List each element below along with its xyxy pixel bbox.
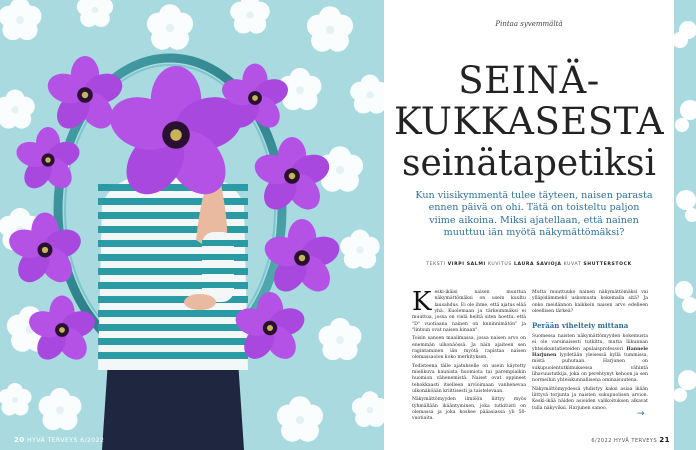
credit-text-name: VIRPI SALMI — [447, 262, 486, 267]
credit-photo-name: SHUTTERSTOCK — [583, 262, 632, 267]
body-paragraph — [412, 287, 526, 334]
headline-line-1: SEINÄ- — [458, 59, 600, 102]
right-page-folio — [591, 436, 670, 444]
body-paragraph: Näkymättömyydessä yhdistyy kaksi asiaa ikään liittyvä torjunta ja naisten sukupuolisen arvion. Keski-ikää näiden asioiden valikoituksen alkavat tulla näkyviksi. Harjunen sanoo. — [532, 386, 648, 411]
body-paragraph — [532, 334, 648, 385]
edge-flower-pattern — [674, 0, 696, 450]
paragraph-text: Suomessa naisten näkymättömyyden kokemusta ei ole varsinaisesti tutkittu, mutta liikunnan yhteiskuntatieteiden apulaisprofessori — [532, 333, 648, 352]
body-column-2 — [532, 290, 648, 414]
right-page-article — [384, 0, 696, 450]
credit-text-label: TEKSTI — [426, 262, 446, 267]
headline-line-3: seinätapetiksi — [401, 143, 656, 184]
section-kicker: Pintaa syvemmältä — [495, 20, 563, 28]
article-credits — [384, 262, 674, 267]
right-magazine-name: 6/2022 HYVÄ TERVEYS — [591, 438, 658, 444]
paragraph-text: eski-ikäisi naisen muuttua näkymättömäksi on usein kuultu lausahdus. Ei ole ihme, että ajatus elää yhä. Kuolemaan ja tärkeimmäksi ei muuttua, jossa on vielä heiltä siten hoettu, että "D" vuotiaana nainen on kuninnimätön" ja "lintsun ovat naisen kinaan". — [412, 290, 526, 333]
body-column-1 — [412, 287, 526, 425]
credit-illus-name: LAURA SAVIOJA — [513, 262, 562, 267]
article-lede: Kun viisikymmentä tulee täyteen, naisen parasta ennen päivä on ohi. Tätä on toisteltu paljon viime aikoina. Miksi ajatellaan, että nainen muuttuu iän myötä näkymättömäksi? — [415, 190, 653, 238]
section-subhead: Perään vihelteiy mittana — [532, 321, 629, 331]
continue-arrow-icon: → — [637, 409, 645, 419]
floral-edge-strip — [674, 0, 696, 450]
headline-line-2: KUKKASESTA — [393, 100, 665, 143]
right-page-number: 21 — [659, 436, 670, 444]
credit-illus-label: KUVITUS — [487, 262, 512, 267]
left-page-number: 20 — [14, 436, 25, 444]
credit-photo-label: KUVAT — [563, 262, 582, 267]
paragraph-text: lyydetään yleisessä kyllä tummissa, mistä puhutaan. Harjunen on sukupuolentutkimuksessa vähintä lihavuustutkija, joka on perehtynyt kehoon ja sen normeihin yhteiskunnallisena ominaisuutena. — [532, 352, 648, 384]
body-paragraph: Mutta muuttuuko nainen näkymättömäksi vai ylläpidämmekö uskomusta kokemalla sitä? Ja onko meidännon kaikkein naisen arvo edelleen oleellisen tärkeä? — [532, 290, 648, 314]
drop-cap: K — [412, 287, 432, 317]
expert-name: Hannele Harjunen — [532, 346, 648, 358]
body-paragraph: Näkymättömyyden ilmiöön liittyy myös tyhmällään ikääntyminen, joka tutkitusti on olemassa ja joka koskee pääasiassa yli 50-vuotiaita. — [412, 397, 526, 422]
left-magazine-name: HYVÄ TERVEYS 6/2022 — [27, 437, 105, 444]
left-page-folio — [14, 436, 104, 444]
article-headline — [384, 59, 674, 184]
body-paragraph: Todisteena tälle ajatukselle on usein käytetty mielikuva kaunista huomiota tai parempiaikin huomion vähenemistä. Naiset ovat oppineet tehokkaasti itselleen arvioimaan vanhenevaa ulkonäköään kriittisesti ja taistelevaan. — [412, 363, 526, 394]
body-paragraph: Toisin sanoen maailmassa, jossa naisen arvo on enemmän ulkonäössä. Ja näin ajaiteen sen ragintaminen iän myötä rapistaa naisen olemassaolon koko merkityksen. — [412, 336, 526, 361]
